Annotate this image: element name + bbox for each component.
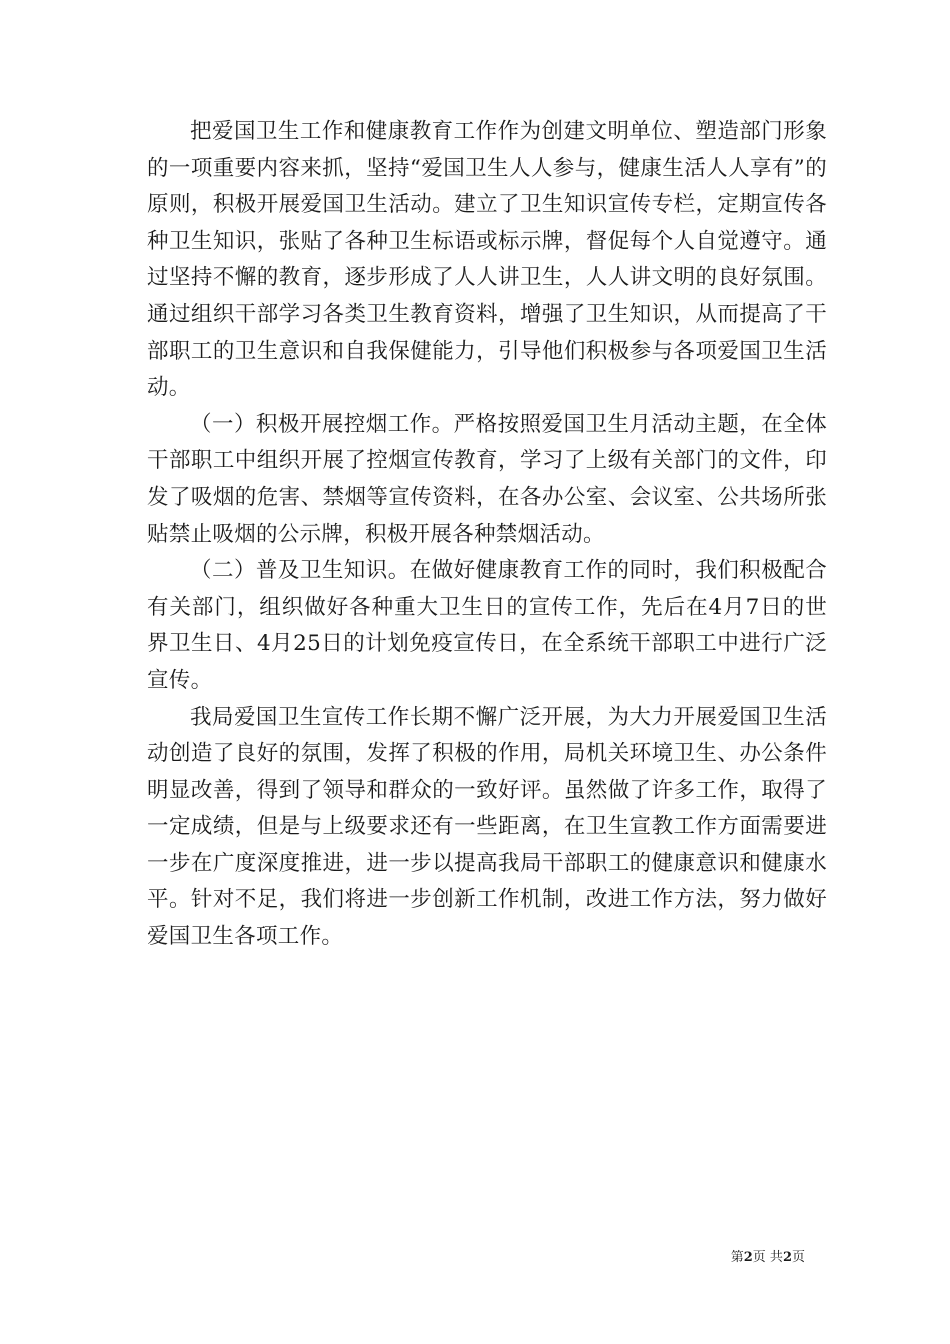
paragraph-4: 我局爱国卫生宣传工作长期不懈广泛开展，为大力开展爱国卫生活动创造了良好的氛围，发挥了积极的作用，局机关环境卫生、办公条件明显改善，得到了领导和群众的一致好评。虽然做了许多工作，取得了一定成绩，但是与上级要求还有一些距离，在卫生宣教工作方面需要进一步在广度深度推进，进一步以提高我局干部职工的健康意识和健康水平。针对不足，我们将进一步创新工作机制，改进工作方法，努力做好爱国卫生各项工作。	[147, 704, 827, 950]
document-body	[147, 114, 827, 956]
paragraph-3: （二）普及卫生知识。在做好健康教育工作的同时，我们积极配合有关部门，组织做好各种重大卫生日的宣传工作，先后在4月7日的世界卫生日、4月25日的计划免疫宣传日，在全系统干部职工中进行广泛宣传。	[147, 558, 827, 693]
footer-total-pages: 2	[782, 1250, 792, 1265]
footer-middle: 页 共	[752, 1250, 783, 1265]
paragraph-1: 把爱国卫生工作和健康教育工作作为创建文明单位、塑造部门形象的一项重要内容来抓，坚持“爱国卫生人人参与，健康生活人人享有”的原则，积极开展爱国卫生活动。建立了卫生知识宣传专栏，定期宣传各种卫生知识，张贴了各种卫生标语或标示牌，督促每个人自觉遵守。通过坚持不懈的教育，逐步形成了人人讲卫生，人人讲文明的良好氛围。通过组织干部学习各类卫生教育资料，增强了卫生知识，从而提高了干部职工的卫生意识和自我保健能力，引导他们积极参与各项爱国卫生活动。	[147, 119, 827, 401]
footer-prefix: 第	[730, 1250, 744, 1265]
page-footer	[731, 1249, 805, 1267]
footer-suffix: 页	[791, 1250, 805, 1265]
paragraph-2: （一）积极开展控烟工作。严格按照爱国卫生月活动主题，在全体干部职工中组织开展了控烟宣传教育，学习了上级有关部门的文件，印发了吸烟的危害、禁烟等宣传资料，在各办公室、会议室、公共场所张贴禁止吸烟的公示牌，积极开展各种禁烟活动。	[147, 411, 827, 547]
footer-current-page: 2	[743, 1250, 753, 1265]
